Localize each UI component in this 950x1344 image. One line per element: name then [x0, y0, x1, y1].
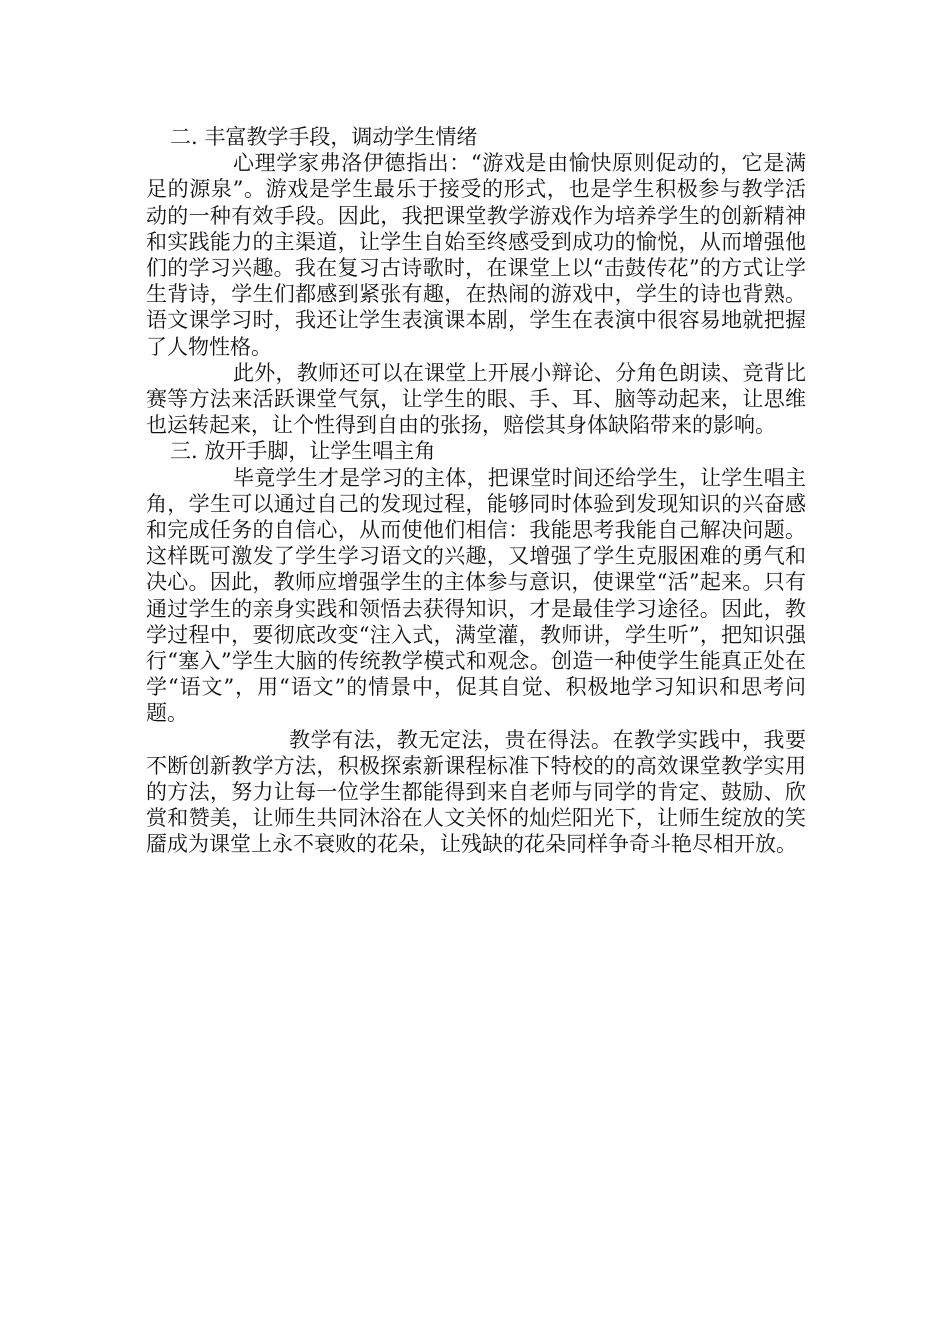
section-2-heading: 二. 丰富教学手段，调动学生情绪: [170, 125, 478, 149]
section-2-paragraph-1: 心理学家弗洛伊德指出：“游戏是由愉快原则促动的，它是满足的源泉”。游戏是学生最乐于接受的形式，也是学生积极参与教学活动的一种有效手段。因此，我把课堂教学游戏作为培养学生的创新精神和实践能力的主渠道，让学生自始至终感受到成功的愉悦，从而增强他们的学习兴趣。我在复习古诗歌时，在课堂上以“击鼓传花”的方式让学生背诗，学生们都感到紧张有趣，在热闹的游戏中，学生的诗也背熟。语文课学习时，我还让学生表演课本剧，学生在表演中很容易地就把握了人物性格。: [146, 151, 806, 359]
document-body: [146, 124, 806, 858]
section-3-heading: 三. 放开手脚，让学生唱主角: [170, 439, 436, 464]
conclusion-paragraph: 教学有法，教无定法，贵在得法。在教学实践中，我要不断创新教学方法，积极探索新课程标准下特校的的高效课堂教学实用的方法，努力让每一位学生都能得到来自老师与同学的肯定、鼓励、欣赏和赞美，让师生共同沐浴在人文关怀的灿烂阳光下，让师生绽放的笑靥成为课堂上永不衰败的花朵，让残缺的花朵同样争奇斗艳尽相开放。: [146, 727, 806, 857]
section-2-paragraph-2: 此外，教师还可以在课堂上开展小辩论、分角色朗读、竞背比赛等方法来活跃课堂气氛，让学生的眼、手、耳、脑等动起来，让思维也运转起来，让个性得到自由的张扬，赔偿其身体缺陷带来的影响。: [146, 360, 806, 438]
section-3-paragraph-1: 毕竟学生才是学习的主体，把课堂时间还给学生，让学生唱主角，学生可以通过自己的发现过程，能够同时体验到发现知识的兴奋感和完成任务的自信心，从而使他们相信：我能思考我能自己解决问题。这样既可激发了学生学习语文的兴趣，又增强了学生克服困难的勇气和决心。因此，教师应增强学生的主体参与意识，使课堂“活”起来。只有通过学生的亲身实践和领悟去获得知识，才是最佳学习途径。因此，教学过程中，要彻底改变“注入式，满堂灌，教师讲，学生听”，把知识强行“塞入”学生大脑的传统教学模式和观念。创造一种使学生能真正处在学“语文”，用“语文”的情景中，促其自觉、积极地学习知识和思考问题。: [146, 465, 806, 726]
